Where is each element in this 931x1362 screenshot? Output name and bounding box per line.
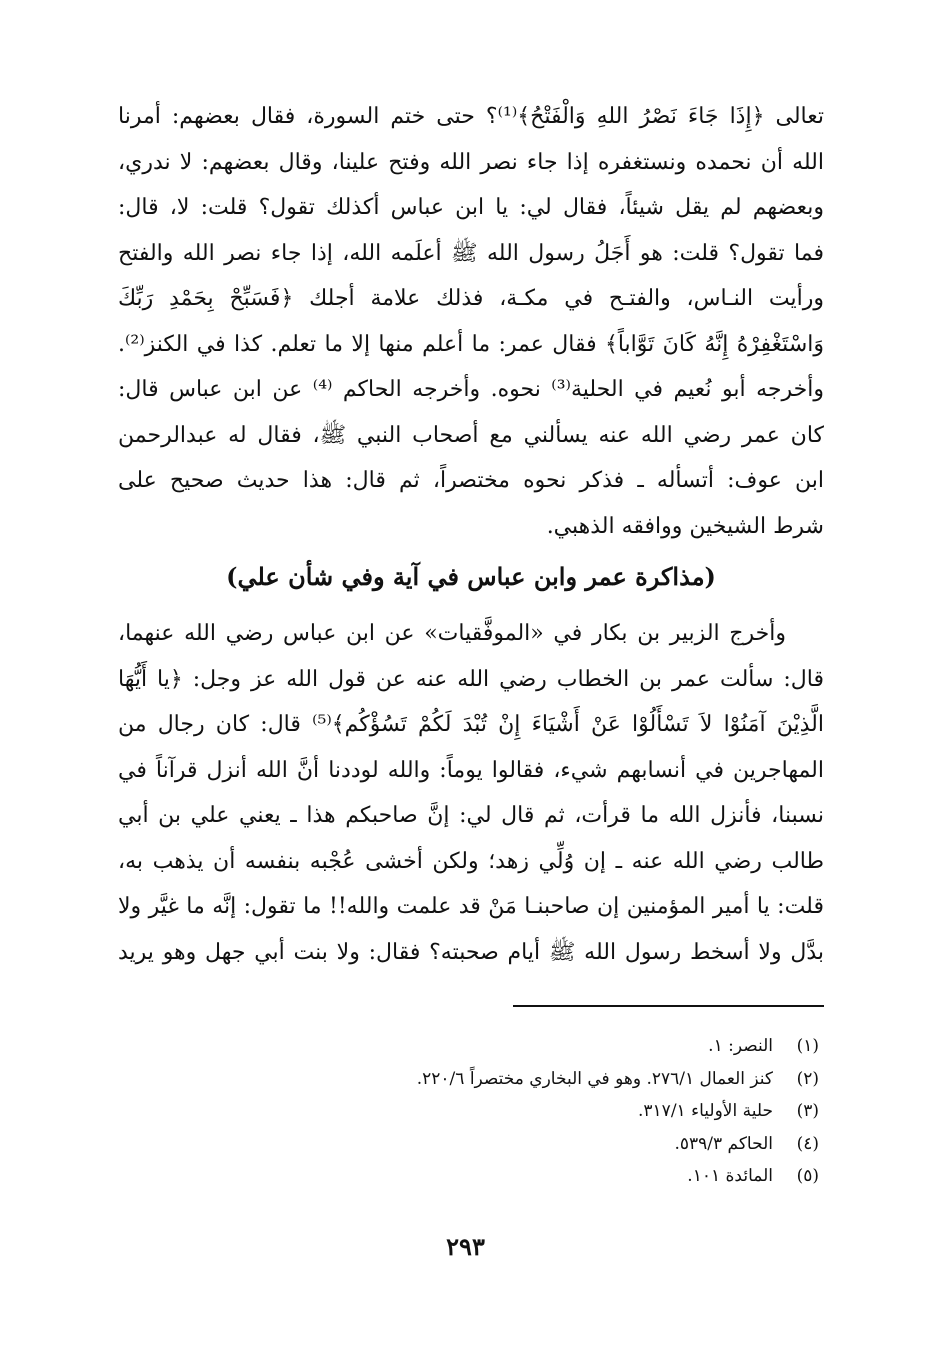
footnote-number: (٤): [796, 1133, 819, 1154]
footnote-text: النصر: ١.: [708, 1036, 773, 1056]
footnote-divider: [513, 1005, 824, 1007]
section-heading: (مذاكرة عمر وابن عباس في آية وفي شأن علي): [226, 562, 716, 591]
text-line: طالب رضي الله عنه ـ إن وُلِّي زهد؛ ولكن أخشى عُجْبه بنفسه أن يذهب به،: [118, 848, 824, 874]
text-line: وبعضهم لم يقل شيئاً، فقال لي: يا ابن عباس أكذلك تقول؟ قلت: لا، قال:: [118, 195, 824, 220]
footnote-number: (١): [796, 1036, 819, 1056]
text-line: وَاسْتَغْفِرْهُ إِنَّهُ كَانَ تَوَّاباً﴾ فقال عمر: ما أعلم منها إلا ما تعلم. كذا في الكنز⁽²⁾.: [118, 331, 824, 357]
text-line: قال: سألت عمر بن الخطاب رضي الله عنه عن قول الله عز وجل: ﴿يا أَيُّهَا: [118, 666, 824, 692]
text-line: المهاجرين في أنسابهم شيء، فقالوا يوماً: والله لوددنا أنَّ الله أنزل قرآناً في: [118, 757, 824, 783]
text-line: كان عمر رضي الله عنه يسألني مع أصحاب النبي ﷺ، فقال له عبدالرحمن: [118, 422, 824, 448]
footnote-item: [259, 1030, 819, 1063]
text-line: تعالى ﴿إِذَا جَاءَ نَصْرُ اللهِ وَالْفَتْحُ﴾⁽¹⁾؟ حتى ختم السورة، فقال بعضهم: أمرنا: [118, 104, 824, 129]
text-line: الله أن نحمده ونستغفره إذا جاء نصر الله وفتح علينا، وقال بعضهم: لا ندري،: [118, 149, 824, 175]
footnote-item: [259, 1095, 819, 1128]
text-line: ورأيت النـاس، والفتـح في مكـة، فذلك علامة أجلك ﴿فَسَبِّحْ بِحَمْدِ رَبِّكَ: [118, 286, 824, 311]
text-line: الَّذِيْنَ آمَنُوْا لاَ تَسْأَلُوْا عَنْ أَشْيَاءَ إِنْ تُبْدَ لَكُمْ تَسُؤْكُم﴾⁽⁵⁾ قال: كان رجال من: [118, 712, 824, 737]
footnote-text: الحاكم ٥٣٩/٣.: [674, 1133, 773, 1154]
footnote-item: [259, 1128, 819, 1161]
footnote-text: المائدة ١٠١.: [687, 1166, 773, 1186]
footnote-text: كنز العمال ٢٧٦/١. وهو في البخاري مختصراً ٢٢٠/٦.: [416, 1068, 773, 1089]
text-line: نسبنا، فأنزل الله ما قرأت، ثم قال لي: إنَّ صاحبكم هذا ـ يعني علي بن أبي: [118, 803, 824, 828]
page-number: ٢٩٣: [446, 1232, 485, 1261]
paragraph-1: [118, 94, 824, 549]
text-line: وأخرج الزبير بن بكار في «الموفَّقيات» عن ابن عباس رضي الله عنهما،: [118, 621, 786, 646]
footnote-number: (٥): [796, 1166, 819, 1186]
footnote-item: [259, 1160, 819, 1193]
paragraph-2: [118, 611, 824, 975]
text-line: فما تقول؟ قلت: هو أَجَلُ رسول الله ﷺ أعلَمه الله، إذا جاء نصر الله والفتح: [118, 240, 824, 266]
text-line: قلت: يا أمير المؤمنين إن صاحبنـا مَنْ قد علمت والله!! ما تقول: إنَّه ما غيَّر ولا: [118, 894, 824, 919]
text-line: شرط الشيخين ووافقه الذهبي.: [546, 513, 824, 539]
footnote-item: [259, 1063, 819, 1096]
footnote-number: (٢): [796, 1068, 819, 1089]
text-line: بدَّل ولا أسخط رسول الله ﷺ أيام صحبته؟ فقال: ولا بنت أبي جهل وهو يريد: [118, 939, 824, 965]
footnote-number: (٣): [796, 1101, 819, 1121]
text-line: ابن عوف: أتسأله ـ فذكر نحوه مختصراً، ثم قال: هذا حديث صحيح على: [118, 468, 824, 493]
text-line: وأخرجه أبو نُعيم في الحلية⁽³⁾ نحوه. وأخرجه الحاكم ⁽⁴⁾ عن ابن عباس قال:: [118, 377, 824, 402]
footnotes: [259, 1030, 819, 1193]
footnote-text: حلية الأولياء ٣١٧/١.: [638, 1101, 773, 1121]
